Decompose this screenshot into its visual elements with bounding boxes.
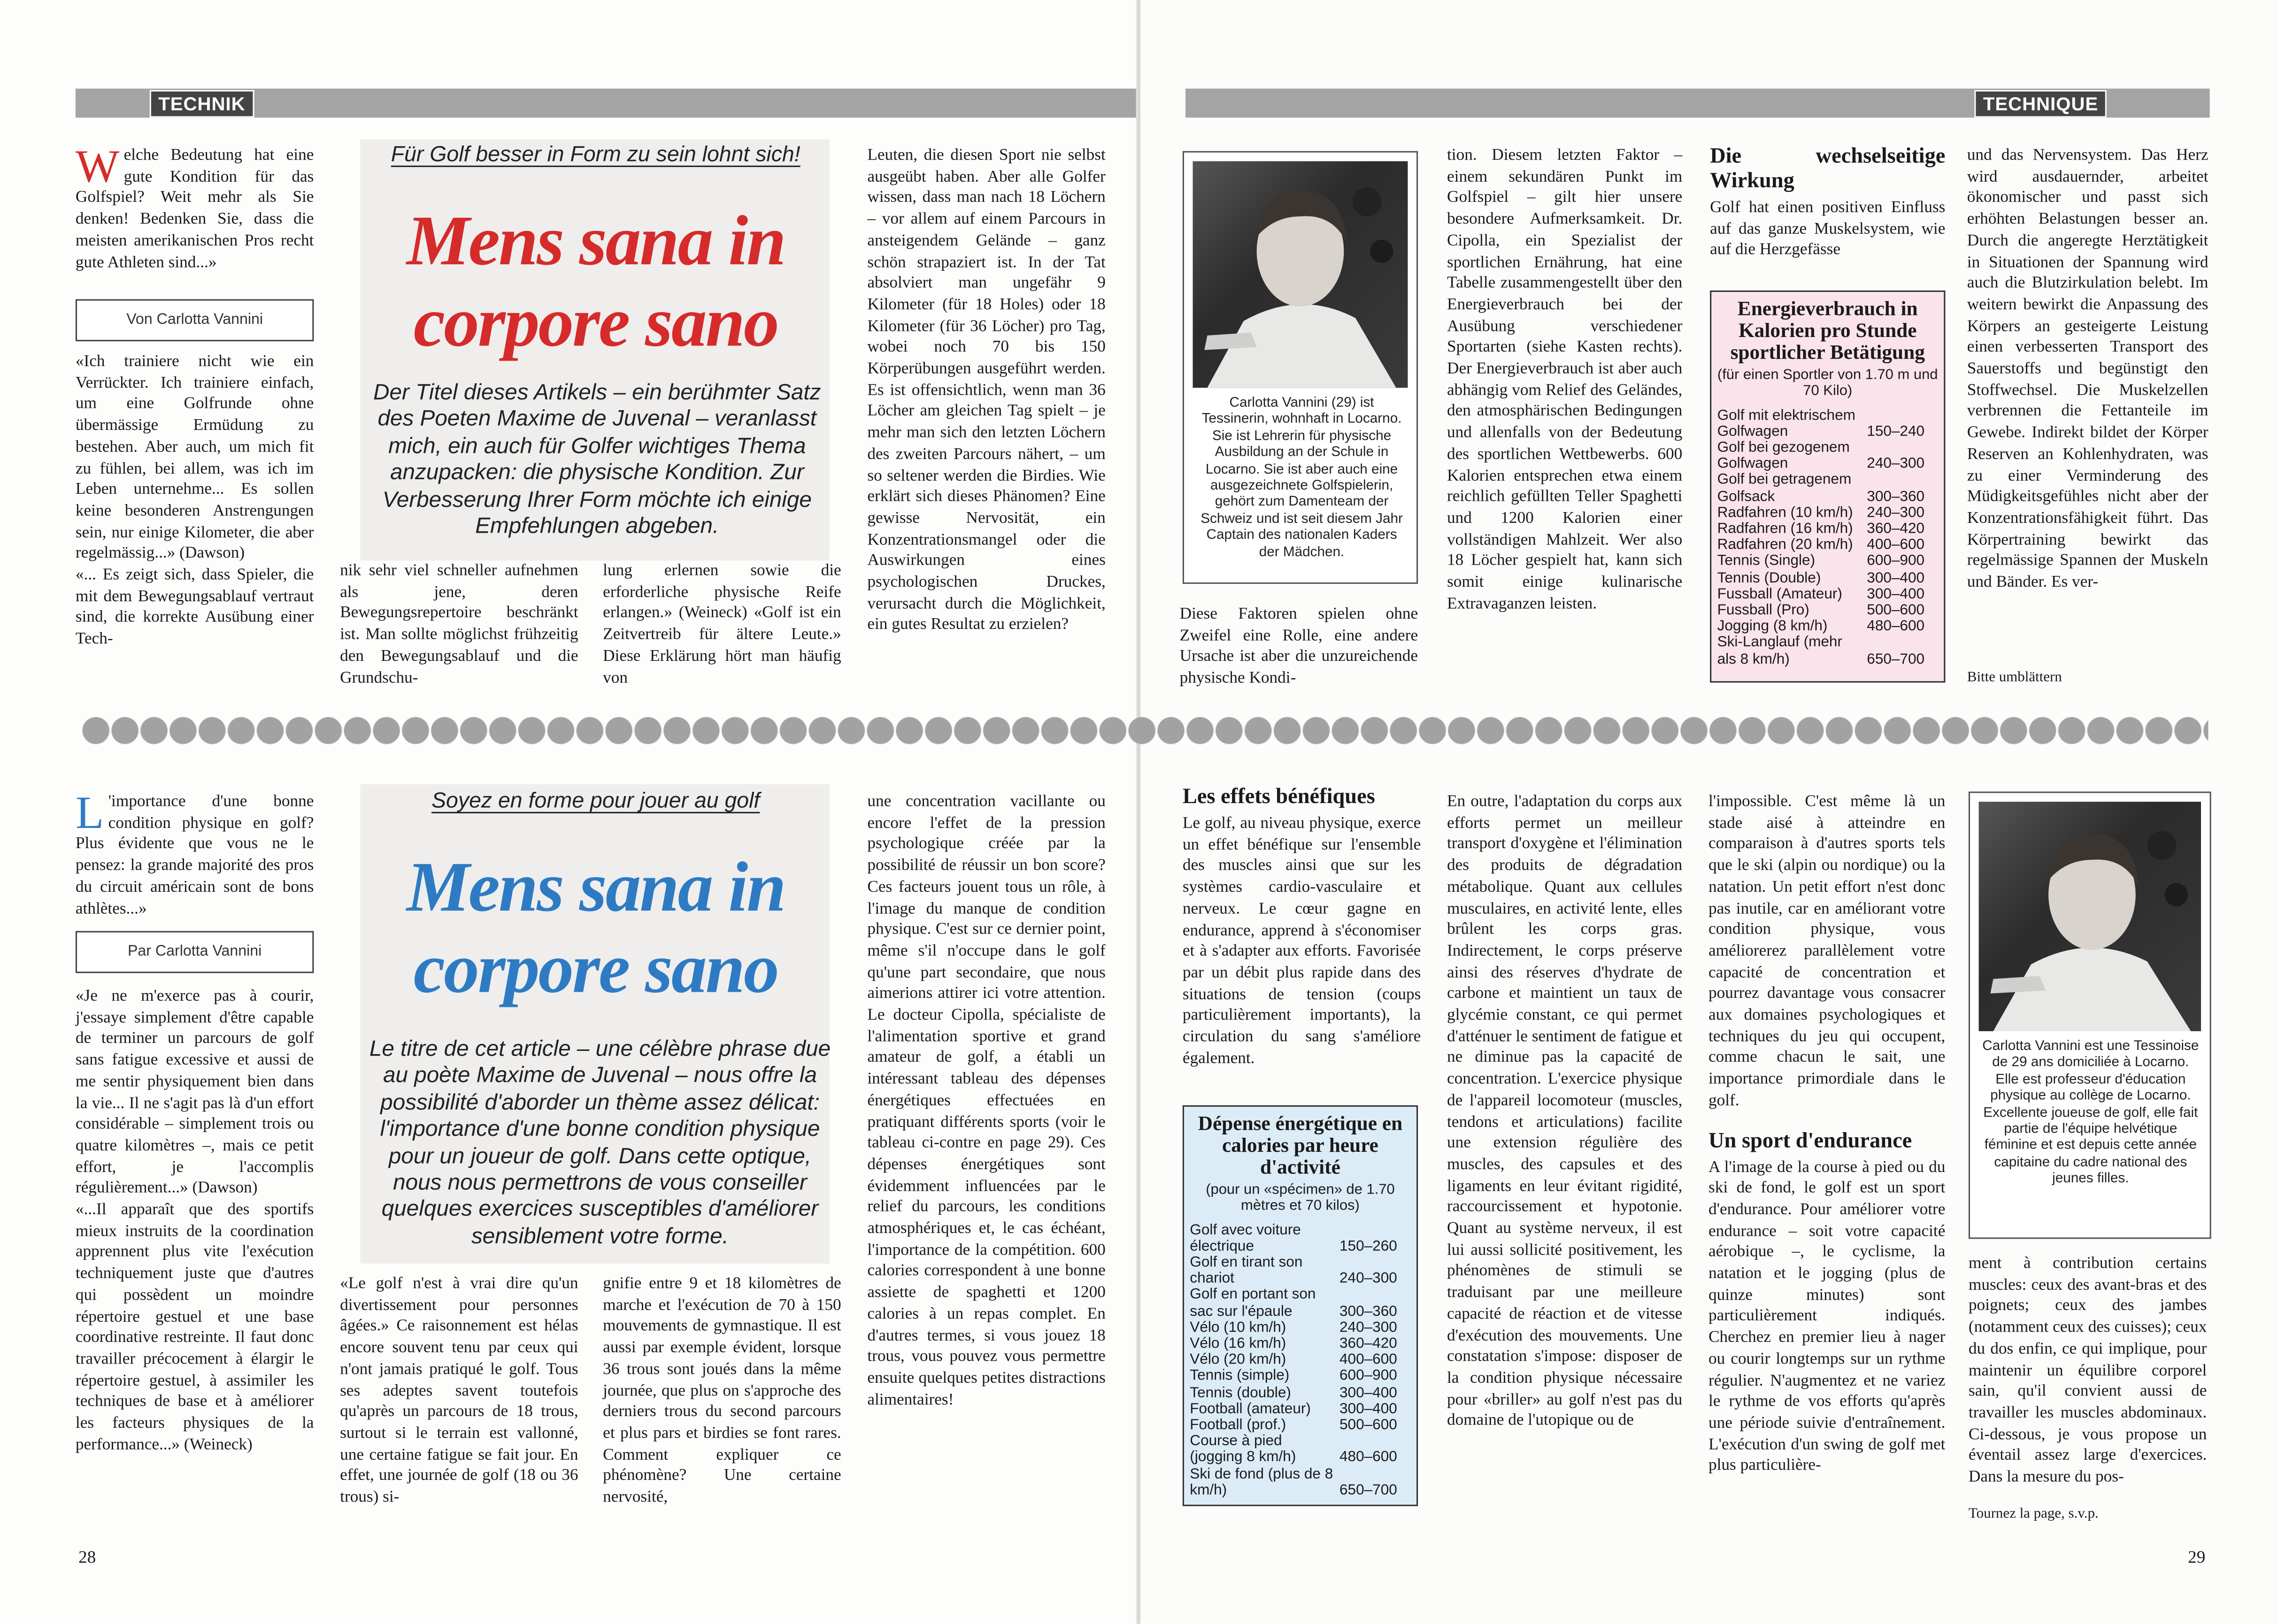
energy-table xyxy=(1183,1105,1418,1506)
table-row xyxy=(1190,1402,1410,1418)
calories-cell: 480–600 xyxy=(1339,1450,1397,1466)
activity-cell: Tennis (simple) xyxy=(1190,1369,1290,1385)
german-column-3: lung erlernen sowie die erforderliche physische Reife erlangen.» (Weineck) «Golf ist ein Zeitvertreib für ältere Leute.» Diese Erklärung hört man häufig von xyxy=(603,562,841,687)
table-rows xyxy=(1190,1222,1410,1499)
calories-cell: 600–900 xyxy=(1867,554,1925,570)
table-title: Energieverbrauch in Kalorien pro Stunde sportlicher Betätigung xyxy=(1730,299,1925,365)
calories-cell: 650–700 xyxy=(1339,1482,1397,1499)
german-column-2: tion. Diesem letzten Faktor – einem sekundären Punkt im Golfspiel – gilt hier unsere besondere Aufmerksamkeit. Dr. Cipolla, ein Spezialist der sportlichen Ernährung, hat eine Tabelle zusammengestellt über den Energieverbrauch bei der Ausübung verschiedener Sportarten (siehe Kasten rechts). Der Energieverbrauch ist aber auch abhängig vom Relief des Geländes, den atmosphärischen Bedingungen und allenfalls von der Bedeutung des sportlichen Wettbewerbs. 600 Kalorien entsprechen etwa einem reichlich gefüllten Teller Spaghetti und 1200 Kalorien einer vollständigen Mahlzeit. Wer also 18 Löcher gespielt hat, kann sich somit einige kulinarische Extravaganzen leisten. xyxy=(1447,146,1683,613)
table-row xyxy=(1717,587,1938,603)
subheading: Die wechselseitige Wirkung xyxy=(1710,145,1946,193)
section-label: TECHNIQUE xyxy=(1974,90,2107,118)
activity-cell: Fussball (Pro) xyxy=(1717,603,1809,619)
french-column-4: ment à contribution certains muscles: ceux des avant-bras et des poignets; ceux des jambes (notamment ceux des cuisses); ceux du dos enfin, ce qui implique, pour maintenir un équilibre corporel sain, qu'il convient aussi de travailler les muscles abdominaux. Ci-dessous, je vous propose un éventail assez large d'exercices. Dans la mesure du pos- xyxy=(1968,1255,2207,1486)
calories-cell: 400–600 xyxy=(1339,1352,1397,1369)
paragraph: Golf hat einen positiven Einfluss auf das ganze Muskelsystem, wie auf die Herzgefässe xyxy=(1710,199,1946,260)
activity-cell: Football (amateur) xyxy=(1190,1401,1311,1417)
calories-cell: 360–420 xyxy=(1867,521,1925,537)
activity-cell: Vélo (20 km/h) xyxy=(1190,1352,1286,1369)
french-column-3: gnifie entre 9 et 18 kilomètres de marche et l'exécution de 70 à 150 mouvements de gymnastique. Il est aussi par exemple évident, lorsque 36 trous sont joués dans la même journée, que plus on s'approche des derniers trous du second parcours et plus pars et birdies se font rares. Comment expliquer ce phénomène? Une certaine nervosité, xyxy=(603,1275,841,1506)
activity-cell: Radfahren (20 km/h) xyxy=(1717,537,1853,554)
paragraph: A l'image de la course à pied ou du ski de fond, le golf est un sport d'endurance. Pour améliorer votre endurance – soit votre capacité aérobique –, le cyclisme, la natation et le jogging (plus de quinze minutes) sont particulièrement indiqués. Cherchez en premier lieu à nager ou courir longtemps sur un rythme régulier. N'augmentez et ne variez le rythme de vos efforts qu'après une période suivie d'entraînement. L'exécution d'un swing de golf met plus particulière- xyxy=(1708,1158,1946,1475)
table-row xyxy=(1717,407,1938,440)
activity-cell: Football (prof.) xyxy=(1190,1417,1286,1434)
paragraph: l'impossible. C'est même là un stade aisé à atteindre en comparaison à d'autres sports tels que le ski (alpin ou nordique) ou la natation. Un petit effort n'est donc pas inutile, car en améliorant votre condition physique, vous améliorerez parallèlement votre capacité de concentration et pourrez davantage vous consacrer aux domaines psychologiques et techniques du jeu qui occupent, comme chacun le sait, une importance primordiale dans le golf. xyxy=(1708,793,1946,1110)
headline-line-1: Mens sana in xyxy=(406,847,785,927)
french-column-3 xyxy=(1708,791,1945,1477)
french-column-1 xyxy=(76,986,314,1456)
activity-cell: Tennis (Single) xyxy=(1717,554,1816,570)
activity-cell: Golf avec voiture électrique xyxy=(1190,1222,1301,1255)
table-row xyxy=(1190,1369,1410,1385)
paragraph: «...Il apparaît que des sportifs mieux instruits de la coordination apprennent plus vite l'exécution techniquement juste que d'autres qui possèdent un moindre répertoire gestuel et une base coordinative restreinte. Il faut donc travailler précocement à élargir le répertoire gestuel, à assimiler les techniques de base et à améliorer les facteurs physiques de la performance...» (Weineck) xyxy=(75,1201,314,1454)
french-column-1 xyxy=(1183,786,1421,1070)
photo-caption: Carlotta Vannini est une Tessinoise de 29 ans domiciliée à Locarno. Elle est professeur d'éducation physique au collège de Locarno. Excellente joueuse de golf, elle fait partie de l'équipe helvétique féminine et est depuis cette année capitaine du cadre national des jeunes filles. xyxy=(1982,1038,2199,1187)
german-column-1 xyxy=(76,352,314,651)
french-intro xyxy=(75,786,314,919)
dotted-divider xyxy=(81,713,2208,748)
headline xyxy=(343,200,848,363)
right-page xyxy=(1140,0,2278,1624)
german-column-4: Leuten, die diesen Sport nie selbst ausgeübt haben. Aber alle Golfer wissen, dass man nach 18 Löchern – vor allem auf einem Parcours in ansteigendem Gelände – ganz schön strapaziert ist. In der Tat absolviert man ungefähr 9 Kilometer (für 18 Holes) oder 18 Kilometer (für 36 Löcher) pro Tag, wobei noch 70 bis 150 Körperübungen ausgeführt werden. Es ist offensichtlich, wenn man 36 Löcher am gleichen Tag spielt – je mehr man sich den letzten Löchern des zweiten Parcours nähert, – um so seltener werden die Birdies. Wie erklärt sich dieses Phänomen? Eine gewisse Nervosität, ein Konzentrationsmangel oder die Auswirkungen eines psychologischen Druckes, verursacht durch die Möglichkeit, ein gutes Resultat zu erzielen? xyxy=(867,146,1106,634)
table-row xyxy=(1717,636,1938,668)
activity-cell: Fussball (Amateur) xyxy=(1717,586,1842,603)
german-column-2: nik sehr viel schneller aufnehmen als jene, deren Bewegungsrepertoire beschränkt ist. Man sollte möglichst frühzeitig den Bewegungsablauf und die Grundschu- xyxy=(340,562,578,687)
german-column-4: und das Nervensystem. Das Herz wird ausdauernder, arbeitet ökonomischer und passt sich erhöhten Belastungen besser an. Durch die angeregte Herztätigkeit in Situationen der Spannung wird auch die Blutzirkulation belebt. Im weitern bewirkt die Anpassung des Körpers an gesteigerte Leistung einen verbesserten Transport des Sauerstoffs und begünstigt den Stoffwechsel. Die Muskelzellen verbrennen die Fettanteile im Gewebe. Indirekt bildet der Körper Reserven an Kohlenhydraten, was zu einer Verminderung des Müdigkeitsgefühles nicht aber der Konzentrationsfähigkeit führt. Das Körpertraining bewirkt das regelmässige Spannen der Muskeln und Bänder. Es ver- xyxy=(1967,146,2209,591)
table-row xyxy=(1717,554,1938,570)
table-row xyxy=(1717,440,1938,473)
table-row xyxy=(1717,505,1938,521)
table-row xyxy=(1717,538,1938,554)
calories-cell: 240–300 xyxy=(1867,505,1925,521)
table-row xyxy=(1190,1353,1410,1369)
calories-cell: 360–420 xyxy=(1339,1336,1397,1352)
calories-cell: 240–300 xyxy=(1339,1271,1397,1287)
section-label: TECHNIK xyxy=(150,90,254,118)
calories-cell: 600–900 xyxy=(1339,1369,1397,1385)
paragraph: «Ich trainiere nicht wie ein Verrückter. Ich trainiere einfach, um eine Golfrunde ohne übermässige Ermüdung zu bestehen. Aber auch, um mich fit zu fühlen, bei allem, was ich im Leben unternehme... Es sollen keine besonderen Anstrengungen sein, nur einige Kilometer, die aber regelmässig...» (Dawson) xyxy=(75,352,314,563)
activity-cell: Vélo (10 km/h) xyxy=(1190,1320,1286,1336)
table-row xyxy=(1190,1385,1410,1402)
activity-cell: Ski-Langlauf (mehr als 8 km/h) xyxy=(1717,635,1842,668)
page-number: 29 xyxy=(2188,1547,2206,1567)
portrait-graphic xyxy=(1193,161,1408,388)
headline-line-1: Mens sana in xyxy=(406,200,785,281)
headline-line-2: corpore sano xyxy=(413,282,778,362)
calories-cell: 300–400 xyxy=(1867,586,1925,603)
calories-cell: 240–300 xyxy=(1339,1320,1397,1336)
french-column-2: En outre, l'adaptation du corps aux efforts permet un meilleur transport d'oxygène et l'élimination des produits de dégradation métabolique. Quant aux cellules musculaires, en activité lente, elles brûlent les corps gras. Indirectement, le corps préserve ainsi des réserves d'hydrate de carbone et maintient un taux de glycémie constant, ce qui permet d'atténuer le sentiment de fatigue et ne diminue pas la capacité de concentration. L'exercice physique de l'appareil locomoteur (muscles, tendons et articulations) facilite une extension régulière des muscles, des capsules et des ligaments en leur évitant rigidité, raccourcissement et hypotonie. Quant au système nerveux, il est lui aussi sollicité positivement, les phénomènes de stimuli se traduisant par une meilleure capacité de réaction et de vitesse d'exécution des mouvements. Une constatation s'impose: disposer de la condition physique nécessaire pour «briller» au golf n'est pas du domaine de l'utopique ou de xyxy=(1447,793,1683,1430)
activity-cell: Jogging (8 km/h) xyxy=(1717,619,1828,635)
table-row xyxy=(1717,570,1938,587)
author-photo xyxy=(1979,802,2201,1031)
table-row xyxy=(1190,1287,1410,1320)
french-column-4: une concentration vacillante ou encore l'effet de la pression psychologique créée par la possibilité de réussir un bon score? Ces facteurs jouent tous un rôle, à l'image du manque de condition physique. C'est sur ce dernier point, même s'il n'occupe dans le golf qu'une part secondaire, que nous aimerions attirer ici votre attention. Le docteur Cipolla, spécialiste de l'alimentation sportive et grand amateur de golf, a établi un intéressant tableau des dépenses énergétiques effectuées en pratiquant différents sports (voir le tableau ci-contre en page 29). Ces dépenses énergétiques sont évidemment influencées par le relief du parcours, les conditions atmosphériques et, le cas échéant, l'importance de la compétition. 600 calories correspondent à une bonne assiette de spaghetti et 1200 calories à un repas complet. En d'autres termes, si vous jouez 18 trous, vous pouvez vous permettre ensuite quelques petites distractions alimentaires! xyxy=(867,793,1106,1409)
calories-cell: 300–400 xyxy=(1339,1401,1397,1417)
activity-cell: Radfahren (16 km/h) xyxy=(1717,521,1853,537)
table-row xyxy=(1717,619,1938,636)
paragraph: Le golf, au niveau physique, exerce un effet bénéfique sur l'ensemble des muscles ainsi que sur les systèmes cardio-vasculaire et nerveux. Le cœur gagne en endurance, apprend à s'économiser et à s'adapter aux efforts. Favorisée par un débit plus rapide dans des situations de tension (coups particulièrement importants), la circulation du sang s'améliore également. xyxy=(1182,814,1421,1067)
intro-text: 'importance d'une bonne condition physique en golf? Plus évidente que vous ne le pensez: la grande majorité des pros du circuit américain sont de bons athlètes...» xyxy=(75,793,314,918)
table-row xyxy=(1190,1466,1410,1499)
author-photo xyxy=(1193,161,1408,388)
calories-cell: 650–700 xyxy=(1867,651,1925,668)
kicker: Für Golf besser in Form zu sein lohnt sich! xyxy=(391,142,800,167)
activity-cell: Golf bei getragenem Golfsack xyxy=(1717,472,1852,505)
german-column-3 xyxy=(1710,145,1945,261)
activity-cell: Tennis (double) xyxy=(1190,1385,1291,1401)
intro-text: elche Bedeutung hat eine gute Kondition für das Golfspiel? Weit mehr als Sie denken! Bedenken Sie, dass die meisten amerikanischen Pros recht gute Athleten sind...» xyxy=(75,146,314,271)
calories-cell: 300–360 xyxy=(1867,489,1925,505)
calories-cell: 500–600 xyxy=(1339,1417,1397,1434)
subheading: Un sport d'endurance xyxy=(1708,1129,1912,1153)
byline: Par Carlotta Vannini xyxy=(76,931,314,973)
french-column-2: «Le golf n'est à vrai dire qu'un divertissement pour personnes âgées.» Ce raisonnement est hélas encore souvent tenu par ceux qui n'ont jamais pratiqué le golf. Tous ses adeptes savent toutefois qu'après un parcours de 18 trous, surtout si le terrain est vallonné, une certaine fatigue se fait jour. En effet, une journée de golf (18 ou 36 trous) si- xyxy=(340,1275,578,1506)
table-row xyxy=(1190,1320,1410,1336)
portrait-graphic xyxy=(1979,802,2201,1031)
calories-cell: 240–300 xyxy=(1867,456,1925,473)
paragraph: «... Es zeigt sich, dass Spieler, die mit dem Bewegungsablauf vertraut sind, die korrekte Ausübung einer Tech- xyxy=(75,566,314,648)
calories-cell: 150–240 xyxy=(1867,423,1925,440)
page-number: 28 xyxy=(78,1547,96,1567)
activity-cell: Ski de fond (plus de 8 km/h) xyxy=(1190,1466,1333,1499)
activity-cell: Golf bei gezogenem Golfwagen xyxy=(1717,440,1850,473)
activity-cell: Golf en portant son sac sur l'épaule xyxy=(1190,1287,1316,1320)
table-row xyxy=(1190,1417,1410,1434)
table-subtitle: (für einen Sportler von 1.70 m und 70 Kilo) xyxy=(1717,367,1938,400)
drop-cap: L xyxy=(75,786,104,838)
activity-cell: Course à pied (jogging 8 km/h) xyxy=(1190,1433,1296,1466)
photo-caption: Carlotta Vannini (29) ist Tessinerin, wohnhaft in Locarno. Sie ist Lehrerin für physische Ausbildung an der Schule in Locarno. Sie ist aber auch eine ausgezeichnete Golfspielerin, gehört zum Damenteam der Schweiz und ist seit diesem Jahr Captain des nationalen Kaders der Mädchen. xyxy=(1201,395,1403,560)
calories-cell: 300–400 xyxy=(1339,1385,1397,1401)
activity-cell: Vélo (16 km/h) xyxy=(1190,1336,1286,1352)
table-rows xyxy=(1717,407,1938,668)
deck: Le titre de cet article – une célèbre phrase due au poète Maxime de Juvenal – nous offre la possibilité d'aborder un thème assez délicat: l'importance d'une bonne condition physique pour un joueur de golf. Dans cette optique, nous nous permettrons de vous conseiller quelques exercices susceptibles d'améliorer sensiblement votre forme. xyxy=(369,1037,831,1249)
headline-line-2: corpore sano xyxy=(413,928,778,1008)
table-row xyxy=(1717,521,1938,538)
table-title: Dépense énergétique en calories par heure d'activité xyxy=(1198,1114,1403,1180)
calories-cell: 300–360 xyxy=(1339,1303,1397,1320)
left-page xyxy=(0,0,1138,1624)
german-intro xyxy=(75,139,314,273)
author-photo-frame xyxy=(1183,151,1418,584)
deck: Der Titel dieses Artikels – ein berühmter Satz des Poeten Maxime de Juvenal – veranlasst mich, ein auch für Golfer wichtiges Thema anzupacken: die physische Kondition. Zur Verbesserung Ihrer Form möchte ich einige Empfehlungen abgeben. xyxy=(373,380,821,539)
table-row xyxy=(1717,473,1938,505)
activity-cell: Golf en tirant son chariot xyxy=(1190,1255,1303,1287)
table-row xyxy=(1717,603,1938,619)
author-photo-frame xyxy=(1969,791,2211,1239)
energy-table xyxy=(1710,291,1945,682)
paragraph: «Je ne m'exerce pas à courir, j'essaye simplement d'être capable de terminer un parcours de golf sans fatigue excessive et aussi de me sentir physiquement bien dans la vie... Il ne s'agit pas là d'un effort considérable – simplement trois ou quatre kilomètres –, mais ce petit effort, je l'accomplis régulièrement...» (Dawson) xyxy=(75,988,314,1197)
calories-cell: 400–600 xyxy=(1867,537,1925,554)
continued-note: Bitte umblättern xyxy=(1967,669,2062,686)
table-row xyxy=(1190,1336,1410,1353)
kicker: Soyez en forme pour jouer au golf xyxy=(431,789,760,813)
activity-cell: Radfahren (10 km/h) xyxy=(1717,505,1853,521)
calories-cell: 500–600 xyxy=(1867,603,1925,619)
calories-cell: 480–600 xyxy=(1867,619,1925,635)
continued-note: Tournez la page, s.v.p. xyxy=(1968,1506,2099,1522)
subheading: Les effets bénéfiques xyxy=(1182,786,1375,809)
activity-cell: Tennis (Double) xyxy=(1717,570,1821,586)
calories-cell: 300–400 xyxy=(1867,570,1925,586)
table-subtitle: (pour un «spécimen» de 1.70 mètres et 70 kilos) xyxy=(1206,1182,1395,1215)
table-row xyxy=(1190,1222,1410,1255)
byline: Von Carlotta Vannini xyxy=(76,299,314,341)
table-row xyxy=(1190,1434,1410,1466)
calories-cell: 150–260 xyxy=(1339,1238,1397,1255)
german-column-1: Diese Faktoren spielen ohne Zweifel eine Rolle, eine andere Ursache ist aber die unzureichende physische Kondi- xyxy=(1179,605,1418,687)
activity-cell: Golf mit elektrischem Golfwagen xyxy=(1717,407,1855,440)
drop-cap: W xyxy=(75,139,120,192)
headline xyxy=(343,847,848,1010)
table-row xyxy=(1190,1255,1410,1287)
